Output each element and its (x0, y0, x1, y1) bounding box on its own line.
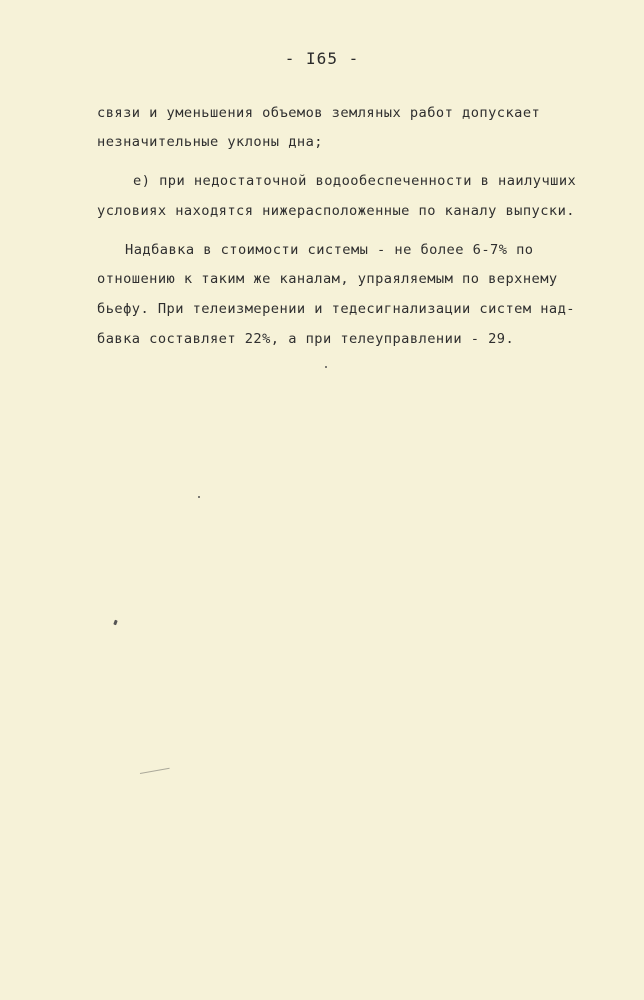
paragraph-3-line-1: Надбавка в стоимости системы - не более 6-7% по (125, 242, 534, 258)
paragraph-3-line-4: бавка составляет 22%, а при телеуправлении - 29. (97, 331, 515, 347)
paragraph-3-line-2: отношению к таким же каналам, упраяляемым по верхнему (97, 271, 558, 287)
page-number: - I65 - (284, 49, 360, 68)
ink-mark (113, 620, 118, 626)
paragraph-2-line-1: е) при недостаточной водообеспеченности в наилучших (133, 173, 577, 189)
paragraph-1-line-2: незначительные уклоны дна; (97, 134, 323, 150)
paragraph-3-line-3: бьефу. При телеизмерении и тедесигнализации систем над- (97, 301, 575, 317)
paragraph-1-line-1: связи и уменьшения объемов земляных работ допускает (97, 105, 541, 121)
paper-speck (198, 496, 200, 498)
paragraph-2-line-2: условиях находятся нижерасположенные по каналу выпуски. (97, 203, 575, 219)
paper-speck (325, 366, 327, 368)
faint-pencil-stroke (140, 768, 170, 774)
